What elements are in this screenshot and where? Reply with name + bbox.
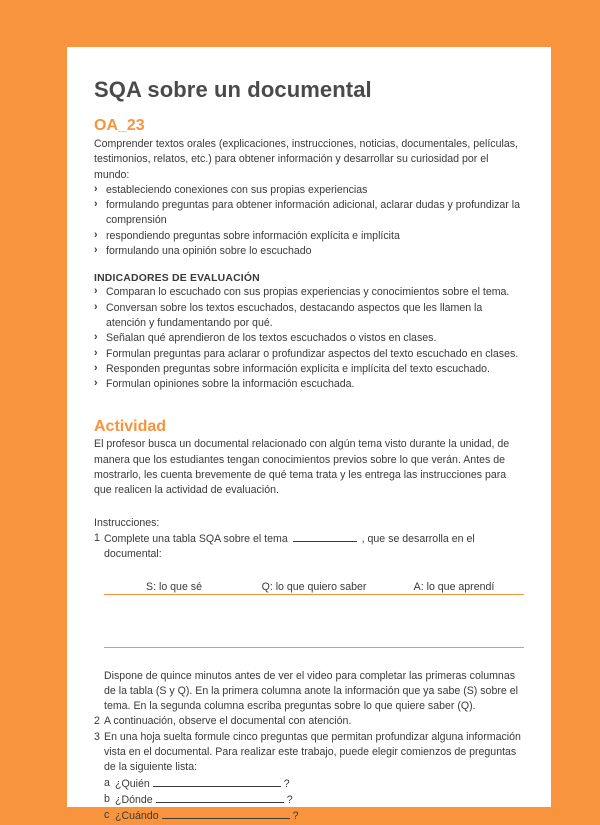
indicator-item: › Señalan qué aprendieron de los textos escuchados o vistos en clases. bbox=[94, 331, 524, 346]
indicator-item: › Conversan sobre los textos escuchados, destacando aspectos que les llamen la atención y fundamentando por qué. bbox=[94, 301, 524, 332]
sqa-column-s: S: lo que sé bbox=[146, 580, 202, 593]
question-starter bbox=[104, 792, 524, 808]
document-page bbox=[67, 47, 551, 823]
question-end: ? bbox=[283, 777, 290, 790]
question-starters-list bbox=[94, 776, 524, 825]
activity-intro: El profesor busca un documental relacionado con algún tema visto durante la unidad, de manera que los estudiantes tengan conocimientos previos sobre lo que verán. Antes de mostrarlo, les cuenta brevemente de qué tema trata y les entrega las instrucciones para que realicen la actividad de evaluación. bbox=[94, 438, 510, 497]
indicator-item: › Formulan preguntas para aclarar o profundizar aspectos del texto escuchado en clases. bbox=[94, 347, 524, 362]
objective-bullet: › estableciendo conexiones con sus propias experiencias bbox=[94, 183, 524, 198]
instructions-heading: Instrucciones: bbox=[94, 516, 160, 529]
indicator-item: › Formulan opiniones sobre la información escuchada. bbox=[94, 377, 524, 392]
step-number: 2 bbox=[94, 715, 100, 728]
indicator-item: › Comparan lo escuchado con sus propias experiencias y conocimientos sobre el tema. bbox=[94, 285, 524, 300]
sqa-table-body bbox=[104, 595, 524, 648]
indicators-heading: INDICADORES DE EVALUACIÓN bbox=[94, 273, 260, 285]
indicators-list bbox=[94, 285, 524, 392]
question-starter bbox=[104, 776, 524, 792]
question-end: ? bbox=[292, 810, 299, 823]
indicator-item: › Responden preguntas sobre información explícita e implícita del texto escuchado. bbox=[94, 362, 524, 377]
sqa-column-q: Q: lo que quiero saber bbox=[261, 580, 367, 593]
step-1-text-after: , que se desarrolla en el documental: bbox=[104, 532, 475, 561]
instructions-steps bbox=[94, 531, 524, 563]
question-start: ¿Cuándo bbox=[115, 810, 159, 823]
step-number: 1 bbox=[94, 531, 100, 544]
objective-code: OA_23 bbox=[94, 117, 145, 134]
step-1 bbox=[94, 531, 524, 563]
question-start: ¿Dónde bbox=[115, 793, 153, 806]
answer-blank-line bbox=[153, 776, 281, 787]
sqa-table-header bbox=[104, 581, 524, 595]
question-letter: a bbox=[104, 776, 110, 789]
activity-heading: Actividad bbox=[94, 418, 167, 436]
question-letter: b bbox=[104, 792, 110, 805]
sqa-column-a: A: lo que aprendí bbox=[413, 580, 495, 593]
question-starter bbox=[104, 808, 524, 824]
question-letter: c bbox=[104, 809, 110, 822]
instructions-steps-continued bbox=[94, 714, 524, 775]
objective-bullet: › formulando una opinión sobre lo escuchado bbox=[94, 244, 524, 259]
question-start: ¿Quién bbox=[115, 777, 150, 790]
step-3-text: En una hoja suelta formule cinco preguntas que permitan profundizar alguna información vista en el documental. Para realizar este trabajo, puede elegir comienzos de preguntas de la siguiente lista: bbox=[104, 730, 521, 774]
objective-bullet: › respondiendo preguntas sobre información explícita e implícita bbox=[94, 229, 524, 244]
objective-bullet: › formulando preguntas para obtener información adicional, aclarar dudas y profundizar la comprensión bbox=[94, 198, 524, 229]
page-title: SQA sobre un documental bbox=[94, 77, 372, 102]
step-2-text: A continuación, observe el documental con atención. bbox=[104, 715, 352, 728]
step-number: 3 bbox=[94, 730, 100, 743]
topic-blank-line bbox=[293, 531, 357, 542]
answer-blank-line bbox=[162, 808, 290, 819]
sqa-table bbox=[104, 581, 524, 648]
objective-bullets bbox=[94, 183, 524, 259]
step-2 bbox=[94, 714, 524, 729]
step-3 bbox=[94, 730, 524, 776]
step-1-text-before: Complete una tabla SQA sobre el tema bbox=[104, 532, 288, 545]
question-end: ? bbox=[286, 793, 293, 806]
answer-blank-line bbox=[156, 792, 284, 803]
table-note: Dispone de quince minutos antes de ver el video para completar las primeras columnas de la tabla (S y Q). En la primera columna anote la información que ya sabe (S) sobre el tema. En la segunda columna escriba preguntas sobre lo que quiere saber (Q). bbox=[104, 669, 518, 713]
objective-description: Comprender textos orales (explicaciones, instrucciones, noticias, documentales, películas, testimonios, relatos, etc.) para obtener información y desarrollar su curiosidad por el mundo: bbox=[94, 138, 518, 181]
